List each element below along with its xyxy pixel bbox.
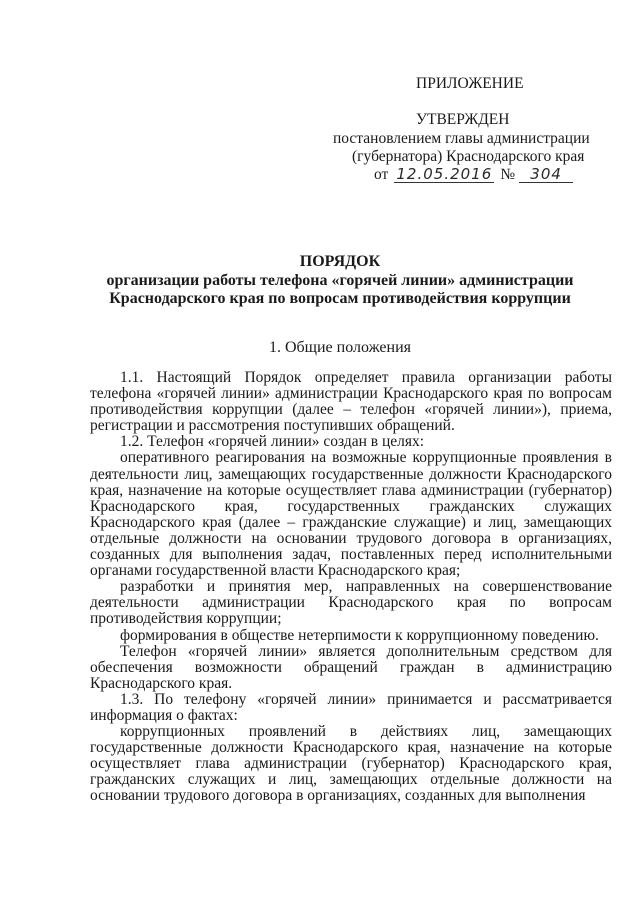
handwritten-number: 304 [519, 166, 573, 183]
handwritten-date: 12.05.2016 [394, 166, 494, 183]
paragraph-1-2: 1.2. Телефон «горячей линии» создан в целях: [120, 433, 425, 451]
paragraph-hotline-note: Телефон «горячей линии» является дополнительным средством для обеспечения возможности обращений граждан в администрацию Краснодарского края. [90, 642, 612, 692]
title-main: ПОРЯДОК [299, 253, 381, 270]
resolution-line: постановлением главы администрации [333, 130, 590, 147]
approved-label: УТВЕРЖДЕН [416, 111, 510, 128]
number-sign: № [500, 166, 516, 183]
title-subline-2: Краснодарского края по вопросам противодействия коррупции [109, 290, 571, 307]
date-prefix: от [374, 166, 389, 183]
paragraph-goal-1: оперативного реагирования на возможные коррупционные проявления в деятельности лиц, замещающих государственные должности Краснодарского края, назначение на которые осуществляет глава администрации (губернатор) Краснодарского края, государственных гражданских служащих Краснодарского края (далее – гражданские служащие) и лиц, замещающих отдельные должности на основании трудового договора в организациях, созданных для выполнения задач, поставленных перед исполнительными органами государственной власти Краснодарского края; [90, 449, 612, 580]
paragraph-facts-1: коррупционных проявлений в действиях лиц, замещающих государственные должности Краснодарского края, назначение на которые осуществляет глава администрации (губернатор) Краснодарского края, гражданских служащих и лиц, замещающих отдельные должности на основании трудового договора в организациях, созданных для выполнения [90, 723, 612, 805]
section-title: 1. Общие положения [268, 339, 412, 356]
governor-line: (губернатора) Краснодарского края [352, 148, 585, 165]
document-title [60, 253, 620, 309]
body-text [90, 370, 612, 805]
title-subline-1: организации работы телефона «горячей линии» администрации [106, 271, 574, 289]
paragraph-goal-2: разработки и принятия мер, направленных на совершенствование деятельности администрации Краснодарского края по вопросам противодействия коррупции; [90, 578, 612, 628]
paragraph-1-3: 1.3. По телефону «горячей линии» принимается и рассматривается информация о фактах: [90, 690, 612, 724]
date-number-line [374, 166, 573, 184]
appendix-label: ПРИЛОЖЕНИЕ [416, 75, 524, 92]
paragraph-1-1: 1.1. Настоящий Порядок определяет правила организации работы телефона «горячей линии» администрации Краснодарского края по вопросам противодействия коррупции (далее – телефон «горячей линии»), приема, регистрации и рассмотрения поступивших обращений. [90, 369, 612, 435]
paragraph-goal-3: формирования в обществе нетерпимости к коррупционному поведению. [120, 626, 599, 644]
